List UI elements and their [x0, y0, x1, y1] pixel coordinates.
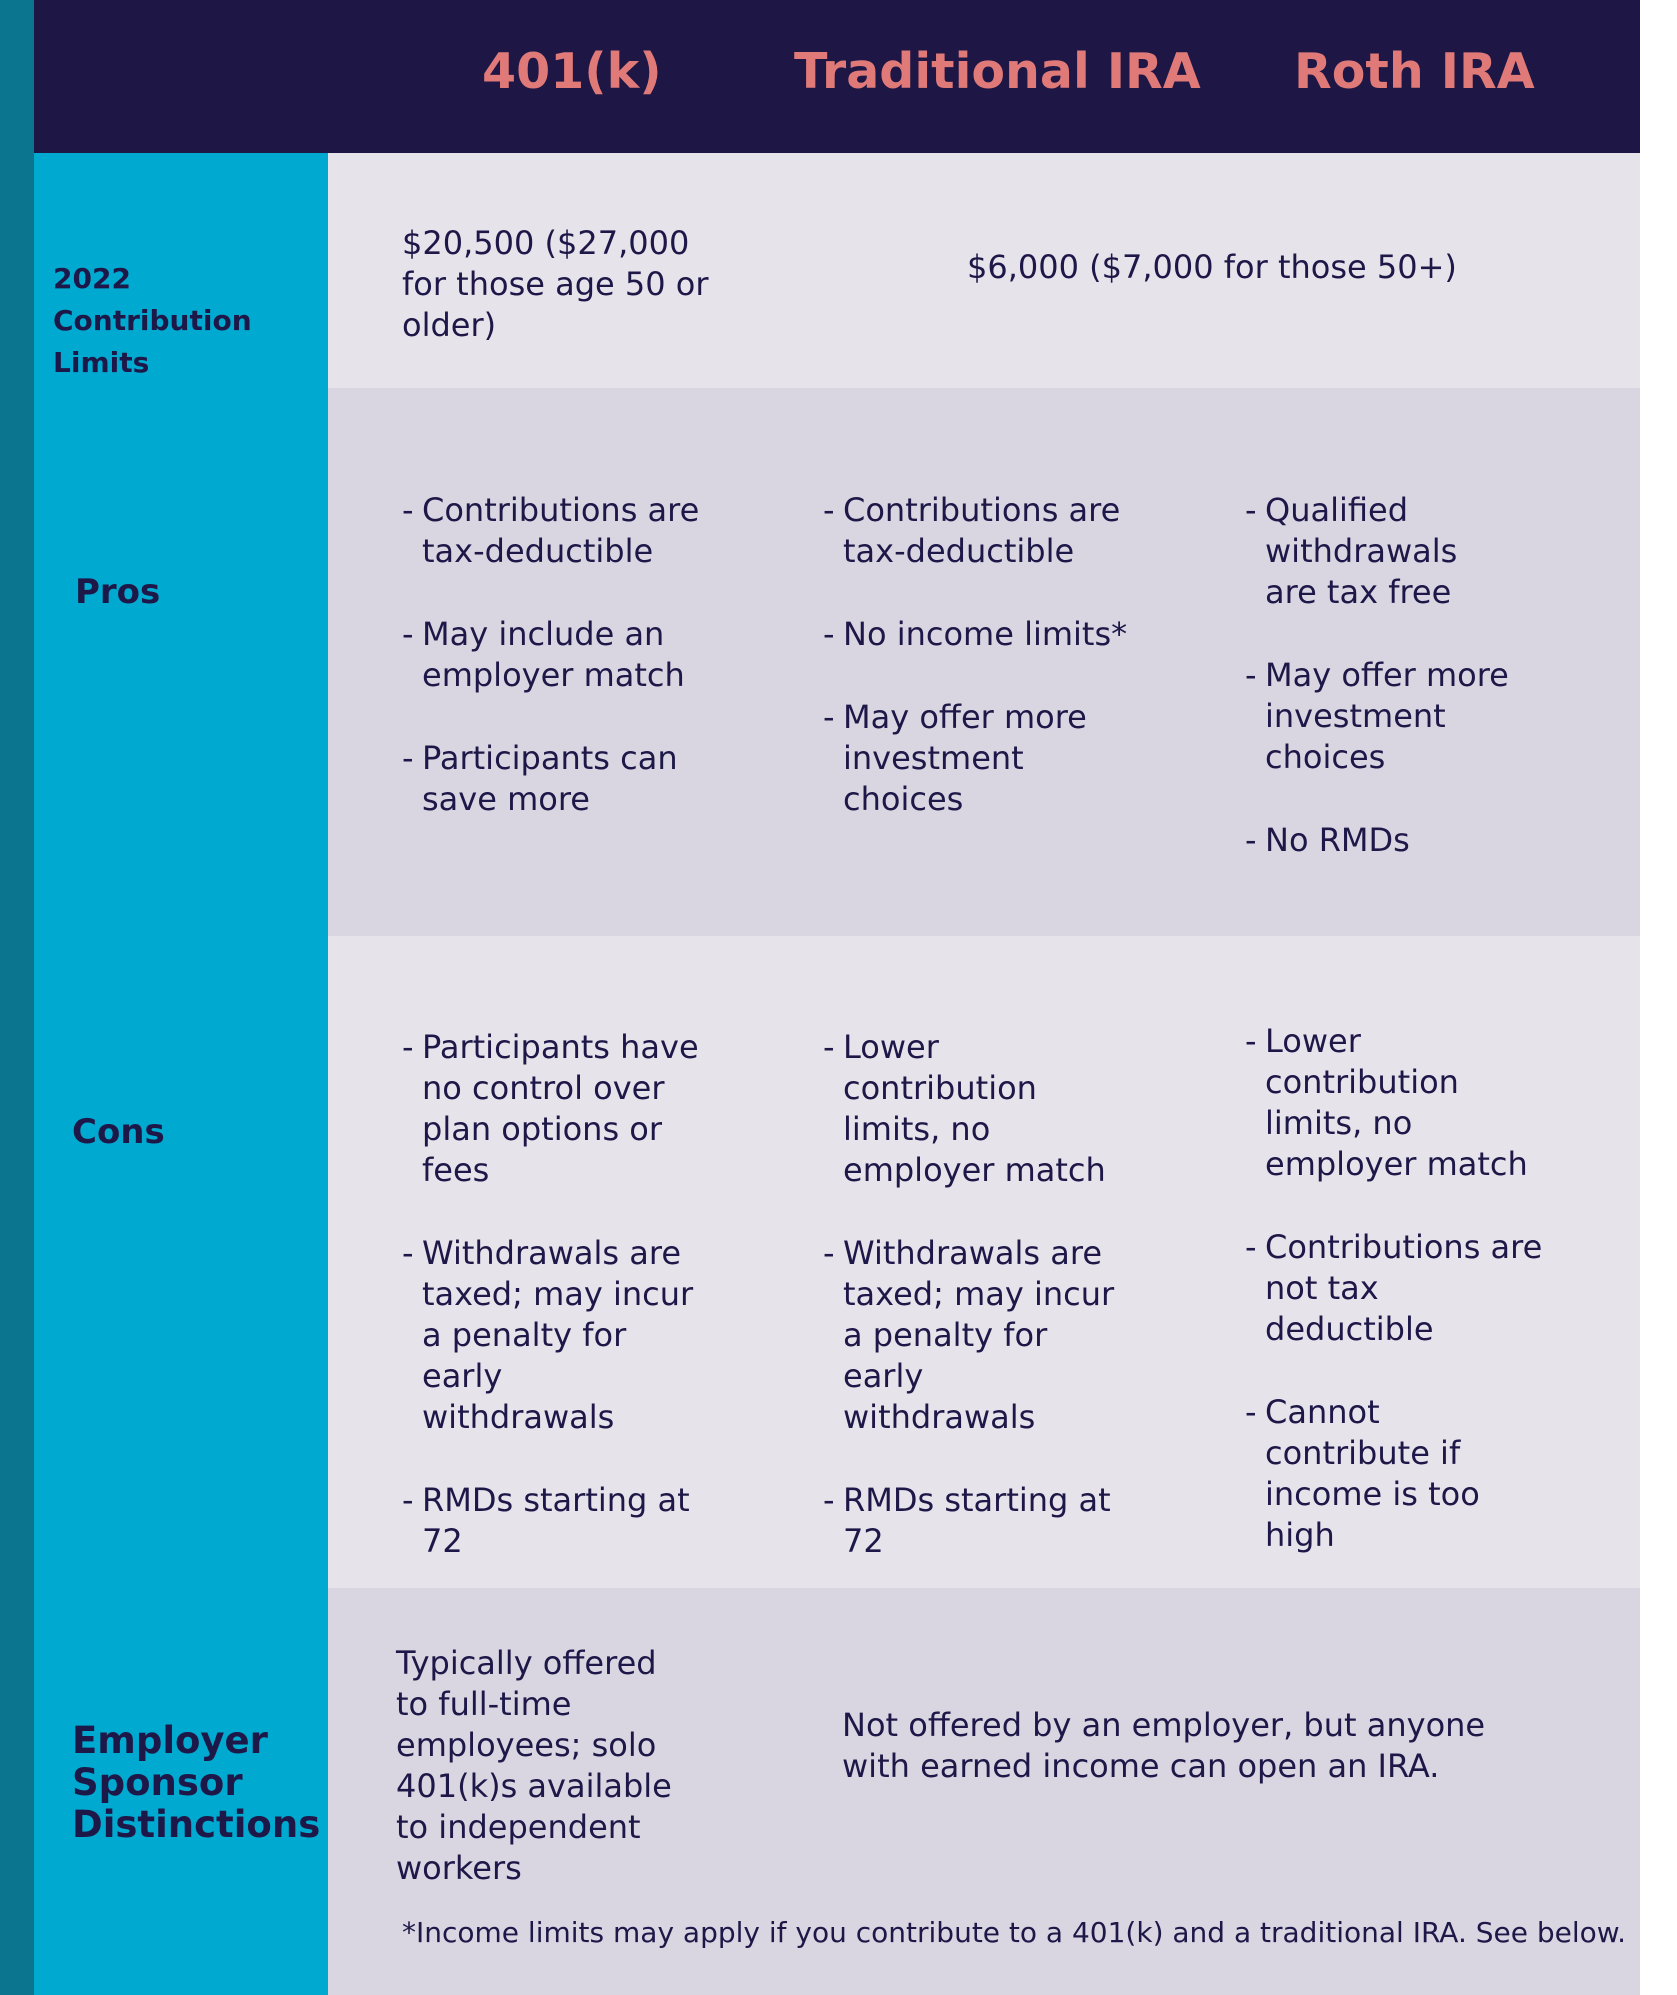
list-item: - Withdrawals are taxed; may incur a penalty for early withdrawals: [823, 1233, 1123, 1438]
left-edge-stripe: [0, 0, 34, 1995]
cell-employer-ira: Not offered by an employer, but anyone with earned income can open an IRA.: [842, 1706, 1486, 1785]
cell-cons-roth-ira: [1245, 1021, 1545, 1556]
list-item: - Qualified withdrawals are tax free: [1245, 490, 1515, 613]
list-item: - Lower contribution limits, no employer match: [823, 1027, 1123, 1191]
cell-contribution-401k: $20,500 ($27,000 for those age 50 or older): [402, 224, 709, 344]
list-item: - Withdrawals are taxed; may incur a penalty for early withdrawals: [402, 1233, 702, 1438]
row-label-pros: Pros: [75, 572, 161, 612]
list-item: - May include an employer match: [402, 614, 722, 696]
cell-contribution-ira: $6,000 ($7,000 for those 50+): [967, 248, 1457, 286]
list-item: - Contributions are tax-deductible: [402, 490, 722, 572]
list-item: - Lower contribution limits, no employer match: [1245, 1021, 1545, 1185]
table-header: [34, 0, 1640, 153]
list-item: - Contributions are not tax deductible: [1245, 1227, 1545, 1350]
list-item: - Participants can save more: [402, 738, 722, 820]
cell-pros-401k: [402, 490, 722, 820]
list-item: - Cannot contribute if income is too high: [1245, 1392, 1545, 1556]
list-item: - May offer more investment choices: [1245, 655, 1515, 778]
row-label-employer-sponsor: Employer Sponsor Distinctions: [72, 1719, 321, 1846]
row-label-cons: Cons: [72, 1112, 165, 1152]
row-label-contribution-limits: 2022 Contribution Limits: [53, 262, 252, 379]
list-item: - Participants have no control over plan options or fees: [402, 1027, 702, 1191]
list-item: - No RMDs: [1245, 820, 1515, 861]
column-header-roth-ira: Roth IRA: [1294, 43, 1535, 100]
list-item: - RMDs starting at 72: [402, 1480, 702, 1562]
cell-cons-401k: [402, 1027, 702, 1562]
column-header-traditional-ira: Traditional IRA: [794, 43, 1201, 100]
list-item: - RMDs starting at 72: [823, 1480, 1123, 1562]
footnote: *Income limits may apply if you contribute to a 401(k) and a traditional IRA. See below.: [402, 1916, 1627, 1949]
list-item: - No income limits*: [823, 614, 1143, 655]
list-item: - May offer more investment choices: [823, 697, 1143, 820]
list-item: - Contributions are tax-deductible: [823, 490, 1143, 572]
cell-cons-traditional-ira: [823, 1027, 1123, 1562]
column-header-401k: 401(k): [482, 43, 662, 100]
cell-employer-401k: Typically offered to full-time employees; solo 401(k)s available to independent workers: [396, 1644, 672, 1887]
cell-pros-traditional-ira: [823, 490, 1143, 820]
cell-pros-roth-ira: [1245, 490, 1515, 861]
